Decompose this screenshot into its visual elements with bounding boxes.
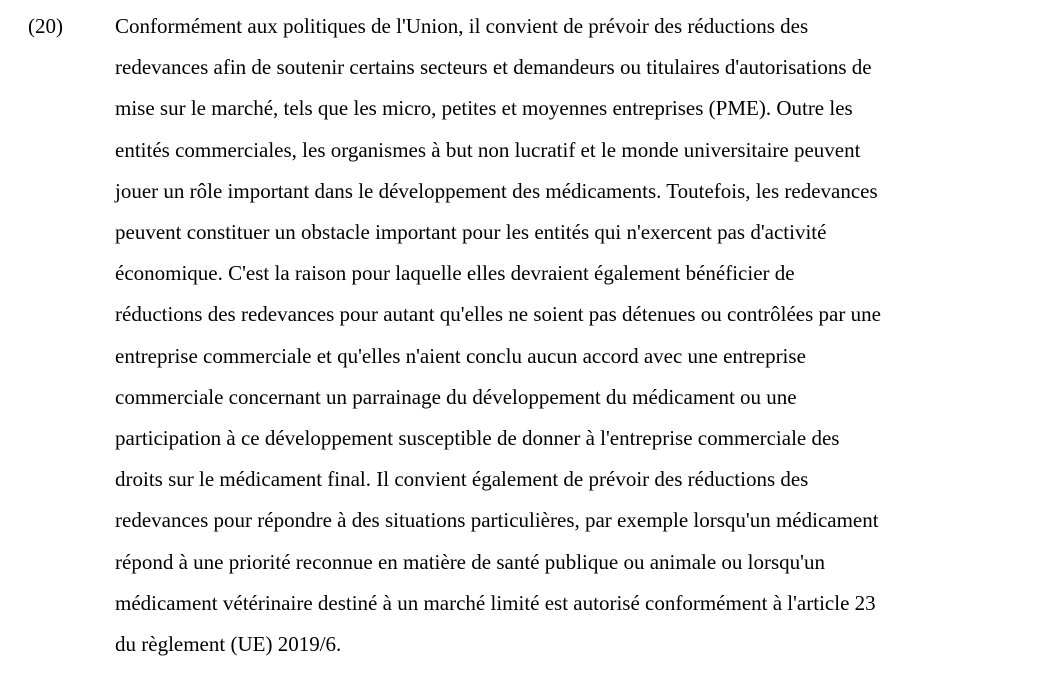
recital-text	[115, 6, 881, 665]
text-line: droits sur le médicament final. Il convient également de prévoir des réductions des	[115, 467, 809, 492]
text-line: Conformément aux politiques de l'Union, il convient de prévoir des réductions des	[115, 14, 809, 38]
text-line: commerciale concernant un parrainage du développement du médicament ou une	[115, 384, 797, 409]
text-line: entreprise commerciale et qu'elles n'aient conclu aucun accord avec une entreprise	[115, 343, 806, 368]
text-line: du règlement (UE) 2019/6.	[115, 632, 342, 657]
text-line: économique. C'est la raison pour laquelle elles devraient également bénéficier de	[115, 261, 795, 286]
text-line: réductions des redevances pour autant qu'elles ne soient pas détenues ou contrôlées par une	[115, 302, 881, 327]
text-line: médicament vétérinaire destiné à un marché limité est autorisé conformément à l'article 23	[115, 590, 876, 615]
text-line: jouer un rôle important dans le développement des médicaments. Toutefois, les redevances	[115, 178, 878, 203]
text-line: redevances afin de soutenir certains secteurs et demandeurs ou titulaires d'autorisations de	[115, 55, 872, 80]
text-line: peuvent constituer un obstacle important pour les entités qui n'exercent pas d'activité	[115, 220, 827, 245]
text-line: redevances pour répondre à des situations particulières, par exemple lorsqu'un médicament	[115, 508, 879, 533]
text-line: mise sur le marché, tels que les micro, petites et moyennes entreprises (PME). Outre les	[115, 96, 853, 121]
recital-number: (20)	[28, 14, 63, 38]
text-line: participation à ce développement susceptible de donner à l'entreprise commerciale des	[115, 426, 840, 451]
text-line: répond à une priorité reconnue en matière de santé publique ou animale ou lorsqu'un	[115, 549, 825, 574]
text-line: entités commerciales, les organismes à but non lucratif et le monde universitaire peuvent	[115, 137, 861, 162]
